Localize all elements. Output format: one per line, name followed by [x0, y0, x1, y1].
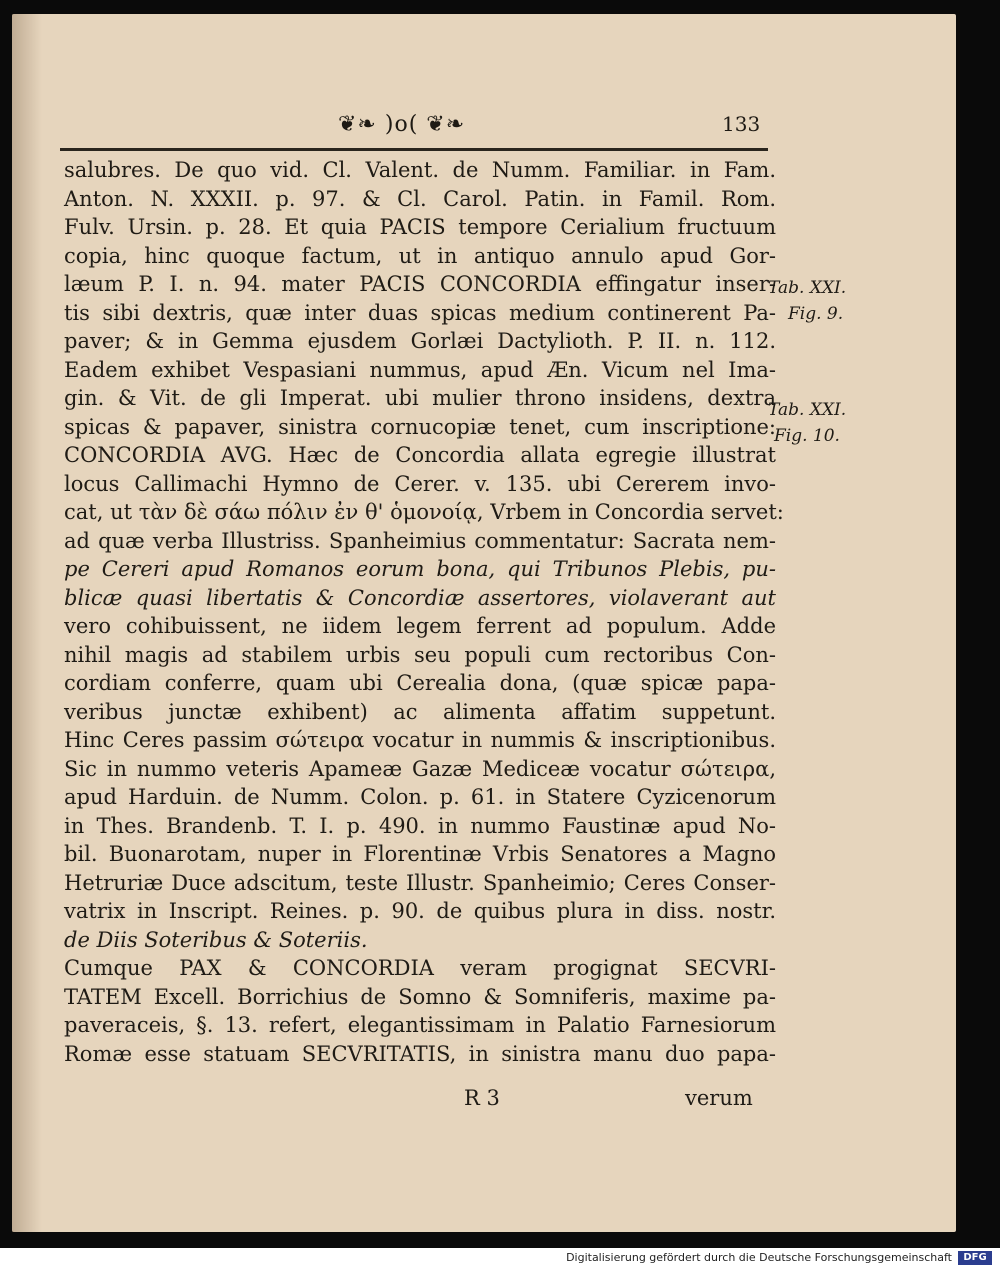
text-line: gin. & Vit. de gli Imperat. ubi mulier throno insidens, dextra	[64, 386, 776, 410]
text-line: vero cohibuissent, ne iidem legem ferrent ad populum. Adde	[64, 614, 776, 638]
dfg-logo: DFG	[958, 1251, 992, 1265]
text-line: ad quæ verba Illustriss. Spanheimius commentatur: Sacrata nem-	[64, 528, 776, 553]
funding-note: Digitalisierung gefördert durch die Deutsche Forschungsgemeinschaft	[566, 1251, 952, 1264]
text-line: bil. Buonarotam, nuper in Florentinæ Vrbis Senatores a Magno	[64, 842, 776, 866]
text-line: nihil magis ad stabilem urbis seu populi cum rectoribus Con-	[64, 642, 776, 667]
text-line: Sic in nummo veteris Apameæ Gazæ Mediceæ vocatur σώτειρα,	[64, 756, 776, 781]
page-number: 133	[722, 112, 761, 136]
text-line: copia, hinc quoque factum, ut in antiquo annulo apud Gor-	[64, 243, 776, 268]
text-line: salubres. De quo vid. Cl. Valent. de Numm. Familiar. in Fam.	[64, 158, 776, 182]
text-line: in Thes. Brandenb. T. I. p. 490. in nummo Faustinæ apud No-	[64, 813, 776, 838]
signature-mark: R 3	[464, 1086, 500, 1110]
text-line: Anton. N. XXXII. p. 97. & Cl. Carol. Patin. in Famil. Rom.	[64, 186, 776, 211]
text-line: blicæ quasi libertatis & Concordiæ assertores, violaverant aut	[64, 585, 776, 610]
text-line: CONCORDIA AVG. Hæc de Concordia allata egregie illustrat	[64, 443, 776, 467]
catchword: verum	[685, 1086, 753, 1110]
margin-note: Tab. XXI.	[768, 400, 847, 420]
text-line: veribus junctæ exhibent) ac alimenta affatim suppetunt.	[64, 699, 776, 724]
page-gutter-shadow	[12, 14, 42, 1232]
text-line: Eadem exhibet Vespasiani nummus, apud Æn. Vicum nel Ima-	[64, 357, 776, 382]
text-line: Cumque PAX & CONCORDIA veram progignat SECVRI-	[64, 956, 776, 980]
text-line: spicas & papaver, sinistra cornucopiæ tenet, cum inscriptione:	[64, 414, 776, 439]
text-line: TATEM Excell. Borrichius de Somno & Somniferis, maxime pa-	[64, 984, 776, 1009]
margin-note: Fig. 9.	[788, 304, 844, 324]
text-line: Hetruriæ Duce adscitum, teste Illustr. Spanheimio; Ceres Conser-	[64, 870, 776, 895]
text-line: paver; & in Gemma ejusdem Gorlæi Dactylioth. P. II. n. 112.	[64, 329, 776, 353]
header-ornament: ❦❧ )o( ❦❧	[338, 112, 466, 137]
text-line: cat, ut τὰν δὲ σάω πόλιν ἐν θ' ὁμονοίᾳ, Vrbem in Concordia servet:	[64, 500, 784, 524]
text-line: locus Callimachi Hymno de Cerer. v. 135. ubi Cererem invo-	[64, 471, 776, 496]
text-line: Fulv. Ursin. p. 28. Et quia PACIS tempore Cerialium fructuum	[64, 215, 776, 239]
header-rule	[60, 148, 768, 151]
text-line: Romæ esse statuam SECVRITATIS, in sinistra manu duo papa-	[64, 1041, 776, 1066]
text-line: tis sibi dextris, quæ inter duas spicas medium continerent Pa-	[64, 300, 776, 325]
text-line: vatrix in Inscript. Reines. p. 90. de quibus plura in diss. nostr.	[64, 899, 776, 923]
text-line: paveraceis, §. 13. refert, elegantissimam in Palatio Farnesiorum	[64, 1013, 776, 1037]
text-line: de Diis Soteribus & Soteriis.	[64, 927, 368, 952]
text-line: cordiam conferre, quam ubi Cerealia dona, (quæ spicæ papa-	[64, 671, 776, 695]
text-line: Hinc Ceres passim σώτειρα vocatur in nummis & inscriptionibus.	[64, 728, 776, 752]
text-line: apud Harduin. de Numm. Colon. p. 61. in Statere Cyzicenorum	[64, 785, 776, 809]
text-line: læum P. I. n. 94. mater PACIS CONCORDIA effingatur inser-	[64, 272, 776, 296]
body-text	[64, 156, 784, 1068]
margin-note: Fig. 10.	[774, 426, 840, 446]
margin-note: Tab. XXI.	[768, 278, 847, 298]
text-line: pe Cereri apud Romanos eorum bona, qui Tribunos Plebis, pu-	[64, 557, 776, 581]
